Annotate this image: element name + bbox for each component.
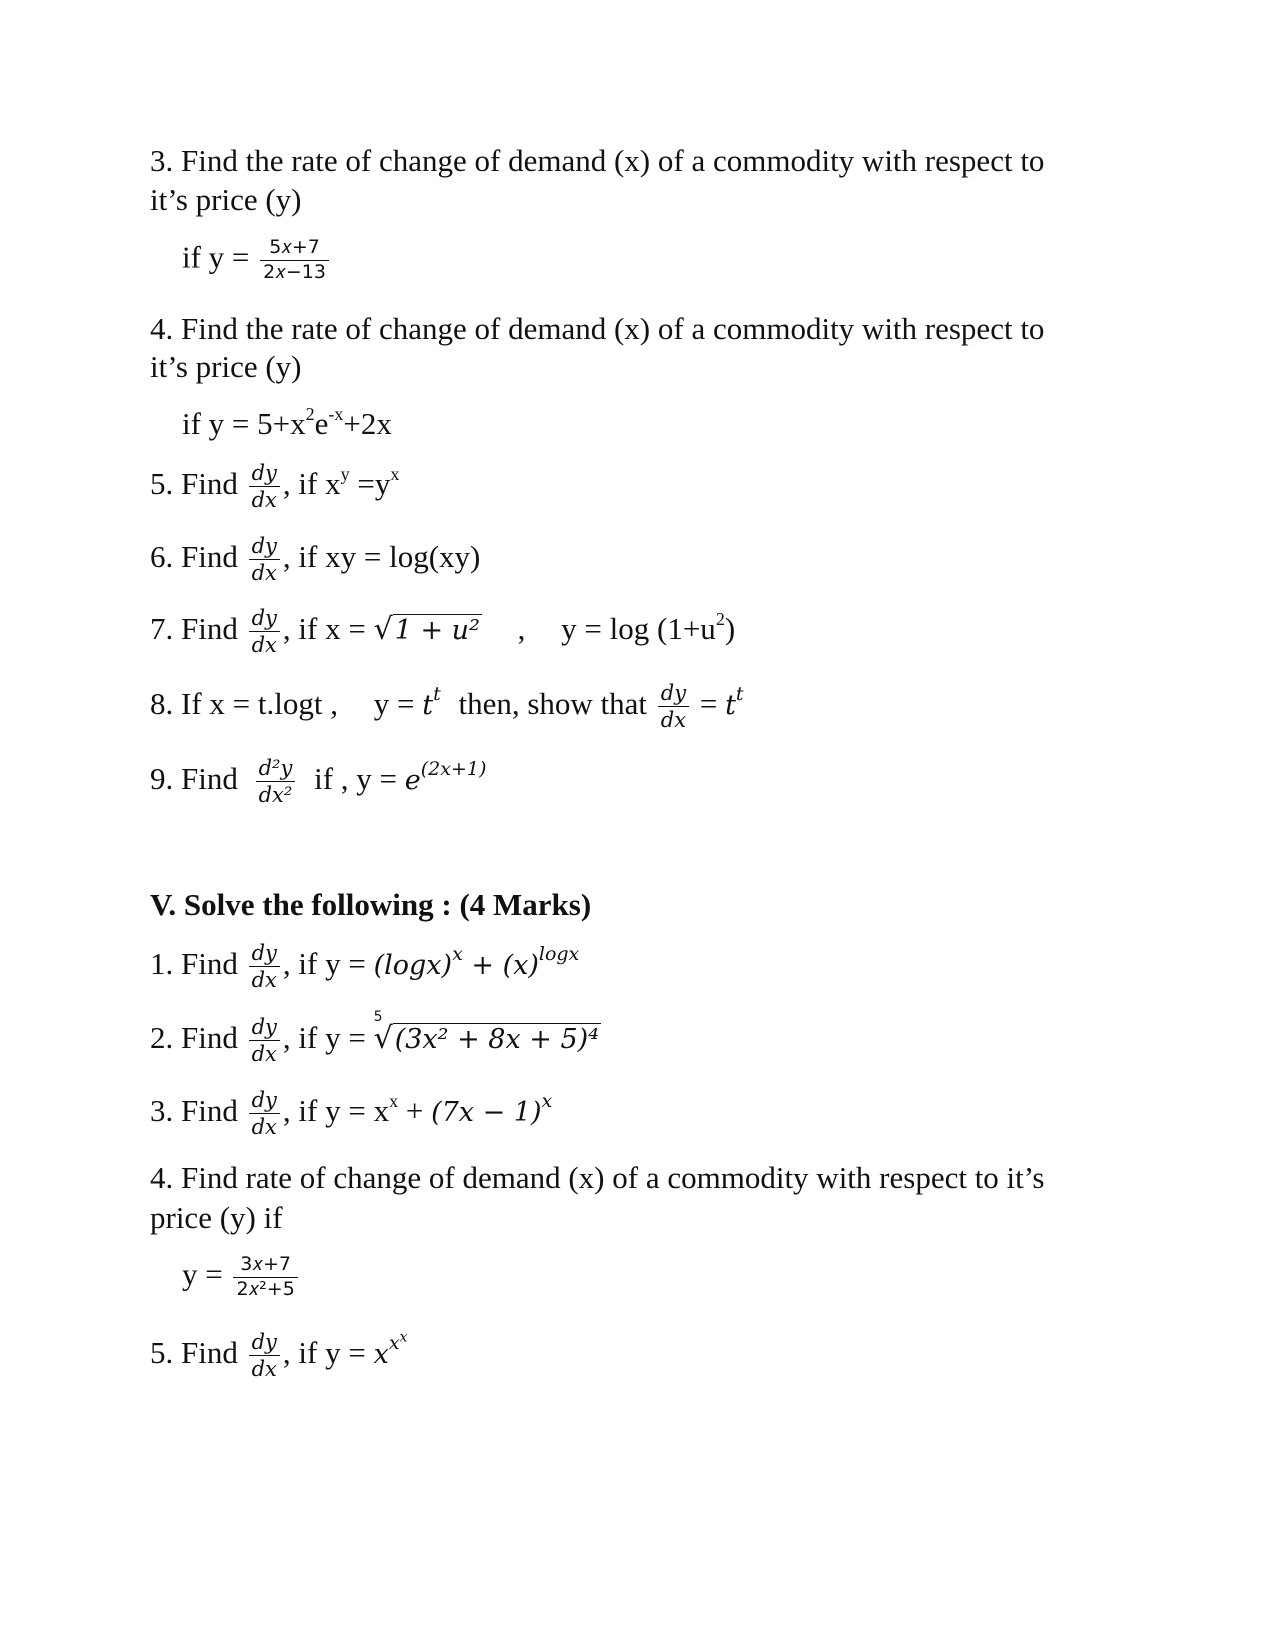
q5-find: 5. Find bbox=[150, 465, 238, 501]
q9-denominator: dx² bbox=[258, 783, 293, 808]
q4-exponent: 2 bbox=[305, 404, 315, 424]
q7-exponent: 2 bbox=[715, 608, 725, 629]
q8-numerator: dy bbox=[658, 680, 689, 707]
q6-find: 6. Find bbox=[150, 538, 238, 574]
v1-log-term: (𝑙𝑜𝑔𝑥) bbox=[373, 949, 453, 981]
v4-text-line1: 4. Find rate of change of demand (x) of a commodity with respect to it’s bbox=[150, 1160, 1045, 1195]
v5-tower-exponent bbox=[388, 1329, 408, 1354]
v5-base: 𝑥 bbox=[373, 1338, 389, 1370]
q6-line bbox=[150, 533, 480, 587]
v5-denominator: dx bbox=[251, 1357, 277, 1382]
v1-find: 1. Find bbox=[150, 945, 238, 981]
v2-fifth-root: 5 √(3𝑥² + 8𝑥 + 5)⁴ bbox=[373, 1008, 599, 1056]
section-v-heading: V. Solve the following : (4 Marks) bbox=[150, 887, 592, 922]
q9-d2ydx2 bbox=[256, 755, 296, 809]
v3-numerator: dy bbox=[249, 1087, 280, 1114]
v3-exponent: 𝑥 bbox=[541, 1089, 553, 1112]
q9-line bbox=[150, 755, 486, 809]
v3-exponent: x bbox=[389, 1090, 399, 1111]
q4-text-line1: 4. Find the rate of change of demand (x) of a commodity with respect to bbox=[150, 311, 1045, 346]
q8-equals: = bbox=[699, 685, 718, 721]
q7-square-root: √1 + 𝑢² bbox=[373, 611, 480, 647]
q8-show-that: then, show that bbox=[458, 685, 648, 721]
q8-t-base: 𝑡 bbox=[422, 689, 434, 721]
q7-radicand: 1 + 𝑢² bbox=[394, 614, 480, 646]
v2-root-index: 5 bbox=[373, 1008, 383, 1025]
v2-line bbox=[150, 1008, 601, 1068]
q5-line bbox=[150, 460, 399, 514]
q8-rhs-exponent: 𝑡 bbox=[735, 682, 744, 705]
q4-eq-part: if y = 5+x bbox=[182, 406, 306, 441]
q7-y-eq-close: ) bbox=[724, 610, 736, 646]
v2-dydx bbox=[249, 1014, 280, 1068]
v5-exponent-exponent: 𝑥 bbox=[399, 1329, 408, 1346]
q8-rhs-base: 𝑡 bbox=[725, 689, 736, 721]
q6-condition: , if xy = log(xy) bbox=[282, 538, 481, 574]
v2-numerator: dy bbox=[249, 1014, 280, 1041]
q3-if: if y = bbox=[182, 239, 250, 275]
q9-condition: if , y = bbox=[314, 760, 398, 796]
v2-condition: , if y = bbox=[282, 1019, 366, 1055]
v5-condition: , if y = bbox=[282, 1334, 366, 1370]
v2-denominator: dx bbox=[251, 1042, 277, 1067]
q6-dydx bbox=[249, 533, 280, 587]
v4-fraction bbox=[233, 1253, 297, 1302]
q5-denominator: dx bbox=[251, 488, 277, 513]
v3-condition: , if y = x bbox=[282, 1092, 390, 1128]
q7-line bbox=[150, 605, 735, 659]
v1-numerator: dy bbox=[249, 940, 280, 967]
v2-radicand: (3𝑥² + 8𝑥 + 5)⁴ bbox=[394, 1023, 599, 1055]
q4-eq-part: +2x bbox=[343, 406, 392, 441]
q3-fraction bbox=[260, 236, 329, 285]
q9-base: 𝑒 bbox=[404, 764, 421, 796]
q8-dydx bbox=[658, 680, 689, 734]
q3-equation bbox=[182, 236, 332, 285]
q5-condition: , if x bbox=[282, 465, 341, 501]
q7-condition: , if x = bbox=[282, 610, 366, 646]
v5-exponent: 𝑥 bbox=[388, 1331, 400, 1354]
v5-line bbox=[150, 1329, 407, 1383]
q7-separator: , bbox=[517, 610, 526, 646]
v4-equation bbox=[182, 1253, 301, 1302]
v1-line bbox=[150, 940, 579, 994]
q9-find: 9. Find bbox=[150, 760, 238, 796]
q3-text-line2: it’s price (y) bbox=[150, 182, 302, 217]
q9-exponent: (2𝑥+1) bbox=[420, 757, 487, 780]
q7-numerator: dy bbox=[249, 605, 280, 632]
q3-text-line1: 3. Find the rate of change of demand (x) of a commodity with respect to bbox=[150, 143, 1045, 178]
v1-exponent: 𝑙𝑜𝑔𝑥 bbox=[538, 942, 580, 965]
v4-lhs: y = bbox=[182, 1256, 223, 1292]
v1-exponent: 𝑥 bbox=[452, 942, 463, 965]
q8-y-eq: y = bbox=[373, 685, 415, 721]
q7-dydx bbox=[249, 605, 280, 659]
v3-plus: + bbox=[398, 1092, 432, 1128]
q5-numerator: dy bbox=[249, 460, 280, 487]
q3-denominator: 2𝑥−13 bbox=[263, 260, 326, 283]
q8-denominator: dx bbox=[660, 708, 687, 733]
q8-t-exponent: 𝑡 bbox=[433, 682, 441, 705]
q7-find: 7. Find bbox=[150, 610, 238, 646]
v3-find: 3. Find bbox=[150, 1092, 238, 1128]
q5-exponent: x bbox=[390, 463, 400, 484]
v4-numerator: 3𝑥+7 bbox=[233, 1253, 297, 1278]
v1-denominator: dx bbox=[251, 968, 277, 993]
v3-line bbox=[150, 1087, 552, 1141]
q6-denominator: dx bbox=[251, 561, 277, 586]
v4-denominator: 2𝑥²+5 bbox=[236, 1277, 295, 1300]
v5-dydx bbox=[249, 1329, 280, 1383]
q8-line bbox=[150, 680, 744, 734]
q5-dydx bbox=[249, 460, 280, 514]
v3-dydx bbox=[249, 1087, 280, 1141]
v2-find: 2. Find bbox=[150, 1019, 238, 1055]
q9-numerator: d²y bbox=[256, 755, 296, 782]
q7-y-eq: y = log (1+u bbox=[561, 610, 716, 646]
v3-denominator: dx bbox=[251, 1115, 277, 1140]
q7-denominator: dx bbox=[251, 633, 277, 658]
v1-x-term: + (𝑥) bbox=[462, 949, 539, 981]
q8-x-eq: 8. If x = t.logt , bbox=[150, 685, 338, 721]
v3-term: (7𝑥 − 1) bbox=[431, 1096, 542, 1128]
q5-exponent: y bbox=[340, 463, 350, 484]
q4-exponent: -x bbox=[328, 404, 344, 424]
q3-numerator: 5𝑥+7 bbox=[260, 236, 329, 261]
v1-condition: , if y = bbox=[282, 945, 366, 981]
q6-numerator: dy bbox=[249, 533, 280, 560]
q4-eq-part: e bbox=[314, 406, 329, 441]
v5-numerator: dy bbox=[249, 1329, 280, 1356]
v1-dydx bbox=[249, 940, 280, 994]
q4-text-line2: it’s price (y) bbox=[150, 349, 302, 384]
v4-text-line2: price (y) if bbox=[150, 1200, 283, 1235]
q5-condition: =y bbox=[349, 465, 391, 501]
v5-find: 5. Find bbox=[150, 1334, 238, 1370]
q4-equation bbox=[182, 405, 392, 442]
